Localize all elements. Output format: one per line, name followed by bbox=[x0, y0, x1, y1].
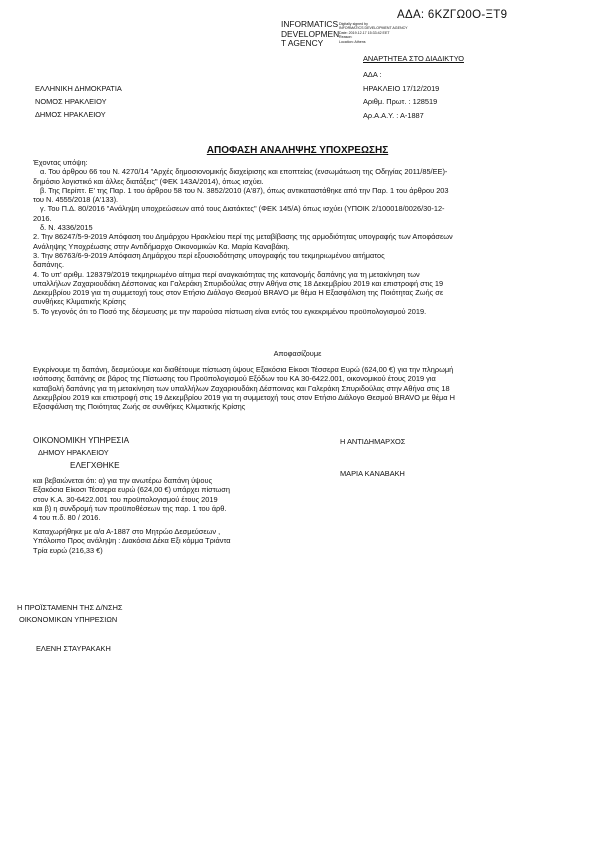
head-title: Η ΠΡΟΪΣΤΑΜΕΝΗ ΤΗΣ Δ/ΝΣΗΣ bbox=[17, 603, 123, 612]
reference-block bbox=[363, 68, 439, 122]
checked-label: ΕΛΕΓΧΘΗΚΕ bbox=[70, 461, 120, 470]
deputy-title: Η ΑΝΤΙΔΗΜΑΡΧΟΣ bbox=[340, 437, 406, 446]
deputy-name: ΜΑΡΙΑ ΚΑΝΑΒΑΚΗ bbox=[340, 469, 405, 478]
digital-signature-text: Digitally signed by INFORMATICS DEVELOPMENT AGENCY Date: 2019.12.17 15:33:42 EET Reason: Location: Athens bbox=[339, 22, 408, 44]
finance-municipality: ΔΗΜΟΥ ΗΡΑΚΛΕΙΟΥ bbox=[38, 448, 109, 457]
protocol-number: Αριθμ. Πρωτ. : 128519 bbox=[363, 97, 438, 107]
agency-name: INFORMATICS DEVELOPMEN T AGENCY bbox=[281, 19, 340, 49]
considerations-heading: Έχοντας υπόψη: bbox=[33, 158, 88, 167]
finance-dept-title: ΟΙΚΟΝΟΜΙΚΗ ΥΠΗΡΕΣΙΑ bbox=[33, 436, 130, 445]
ada-code: ΑΔΑ: 6ΚΖΓΩ0Ο-ΞΤ9 bbox=[397, 9, 508, 21]
decide-heading: Αποφασίζουμε bbox=[273, 349, 322, 358]
agency-signature bbox=[281, 19, 408, 49]
decision-text: Εγκρίνουμε τη δαπάνη, δεσμεύουμε και διαθέτουμε πίστωση ύψους Εξακόσια Είκοσι Τέσσερα Ευρώ (624,00 €) για την πληρωμή ισόποσης δαπάνης σε βάρος της Πίστωσης του Προϋπολογισμού Εξόδων του ΚΑ 30-6422.001, οικονομικού έτους 2019 για καταβολή δαπάνης για τη μετακίνηση των υπαλλήλων Ζαχαριουδάκη Δέσποινας και Γαλεράκη Σπυριδούλας στην Αθήνα στις 18 Δεκεμβρίου 2019 και επιστροφή στις 19 Δεκεμβρίου 2019 για τη συμμετοχή τους στον Ετήσιο Διάλογο Θεσμού BRAVO με θέμα Η Εξασφάλιση της Ποιότητας Ζωής σε συνθήκες Κλιματικής Κρίσης bbox=[33, 365, 455, 412]
issuer-block: ΕΛΛΗΝΙΚΗ ΔΗΜΟΚΡΑΤΙΑ ΝΟΜΟΣ ΗΡΑΚΛΕΙΟΥ ΔΗΜΟΣ ΗΡΑΚΛΕΙΟΥ bbox=[35, 84, 122, 119]
aay-number: Αρ.Α.Α.Υ. : Α-1887 bbox=[363, 110, 424, 120]
document-title: ΑΠΟΦΑΣΗ ΑΝΑΛΗΨΗΣ ΥΠΟΧΡΕΩΣΗΣ bbox=[206, 145, 389, 156]
head-name: ΕΛΕΝΗ ΣΤΑΥΡΑΚΑΚΗ bbox=[36, 644, 111, 653]
considerations: Έχοντας υπόψη: α. Του άρθρου 66 του Ν. 4270/14 "Αρχές δημοσιονομικής διαχείρισης και εποπτείας (ενσωμάτωση της Οδηγίας 2011/85/ΕΕ)- δημόσιο λογιστικό και άλλες διατάξεις" (ΦΕΚ 143Α/2014), όπως ισχύει. β. Της Περίπτ. Ε' της Παρ. 1 του άρθρου 58 του Ν. 3852/2010 (Α'87), όπως αντικαταστάθηκε από την Παρ. 1 του άρθρου 203 του Ν. 4555/2018 (Α'133). γ. Του Π.Δ. 80/2016 "Ανάληψη υποχρεώσεων από τους Διατάκτες" (ΦΕΚ 145/Α) όπως ισχύει (ΥΠΟΙΚ 2/100018/0026/30-12- 2016. δ. Ν. 4336/2015 2. Την 86247/5-9-2019 Απόφαση του Δημάρχου Ηρακλείου περί της μεταβίβασης της αρμοδιότητας υπογραφής των Αποφάσεων Ανάληψης Υποχρέωσης στην Αντιδήμαρχο Οικονομικών Κα. Μαρία Καναβάκη. 3. Την 86763/6-9-2019 Απόφαση Δημάρχου περί εξουσιοδότησης υπογραφής του τεκμηριωμένου αιτήματος δαπάνης. 4. Το υπ' αριθμ. 128379/2019 τεκμηριωμένο αίτημα περί αναγκαιότητας της κατανομής δαπάνης για τη μετακίνηση των υπαλλήλων Ζαχαριουδάκη Δέσποινας και Γαλεράκη Σπυριδούλας στην Αθήνα στις 18 Δεκεμβρίου 2019 και επιστροφή στις 19 Δεκεμβρίου 2019 για τη συμμετοχή τους στον Ετήσιο Διάλογο Θεσμού BRAVO με θέμα Η Εξασφάλιση της Ποιότητας Ζωής σε συνθήκες Κλιματικής Κρίσης 5. Το γεγονός ότι το Ποσό της δέσμευσης με την παρούσα πίστωση είναι εντός του εγκεκριμένου προϋπολογισμού 2019. bbox=[33, 158, 573, 316]
ada-label: ΑΔΑ : bbox=[363, 70, 382, 79]
doc-date: ΗΡΑΚΛΕΙΟ 17/12/2019 bbox=[363, 83, 440, 93]
finance-certification: και βεβαιώνεται ότι: α) για την ανωτέρω δαπάνη ύψους Εξακόσια Είκοσι Τέσσερα ευρώ (624,00 €) υπάρχει πίστωση στον Κ.Α. 30-6422.001 του προϋπολογισμού έτους 2019 και β) η συνδρομή των προϋποθέσεων της παρ. 1 του άρθ. 4 του π.δ. 80 / 2016. bbox=[33, 476, 230, 523]
head-dept: ΟΙΚΟΝΟΜΙΚΩΝ ΥΠΗΡΕΣΙΩΝ bbox=[19, 615, 118, 624]
registry-note: Καταχωρήθηκε με α/α Α-1887 στο Μητρώο Δεσμεύσεων , Υπόλοιπο Προς ανάληψη : Διακόσια Δέκα Εξι κόμμα Τριάντα Τρία ευρώ (216,33 €) bbox=[33, 527, 231, 555]
published-note: ΑΝΑΡΤΗΤΕΑ ΣΤΟ ΔΙΑΔΙΚΤΥΟ bbox=[363, 54, 464, 63]
